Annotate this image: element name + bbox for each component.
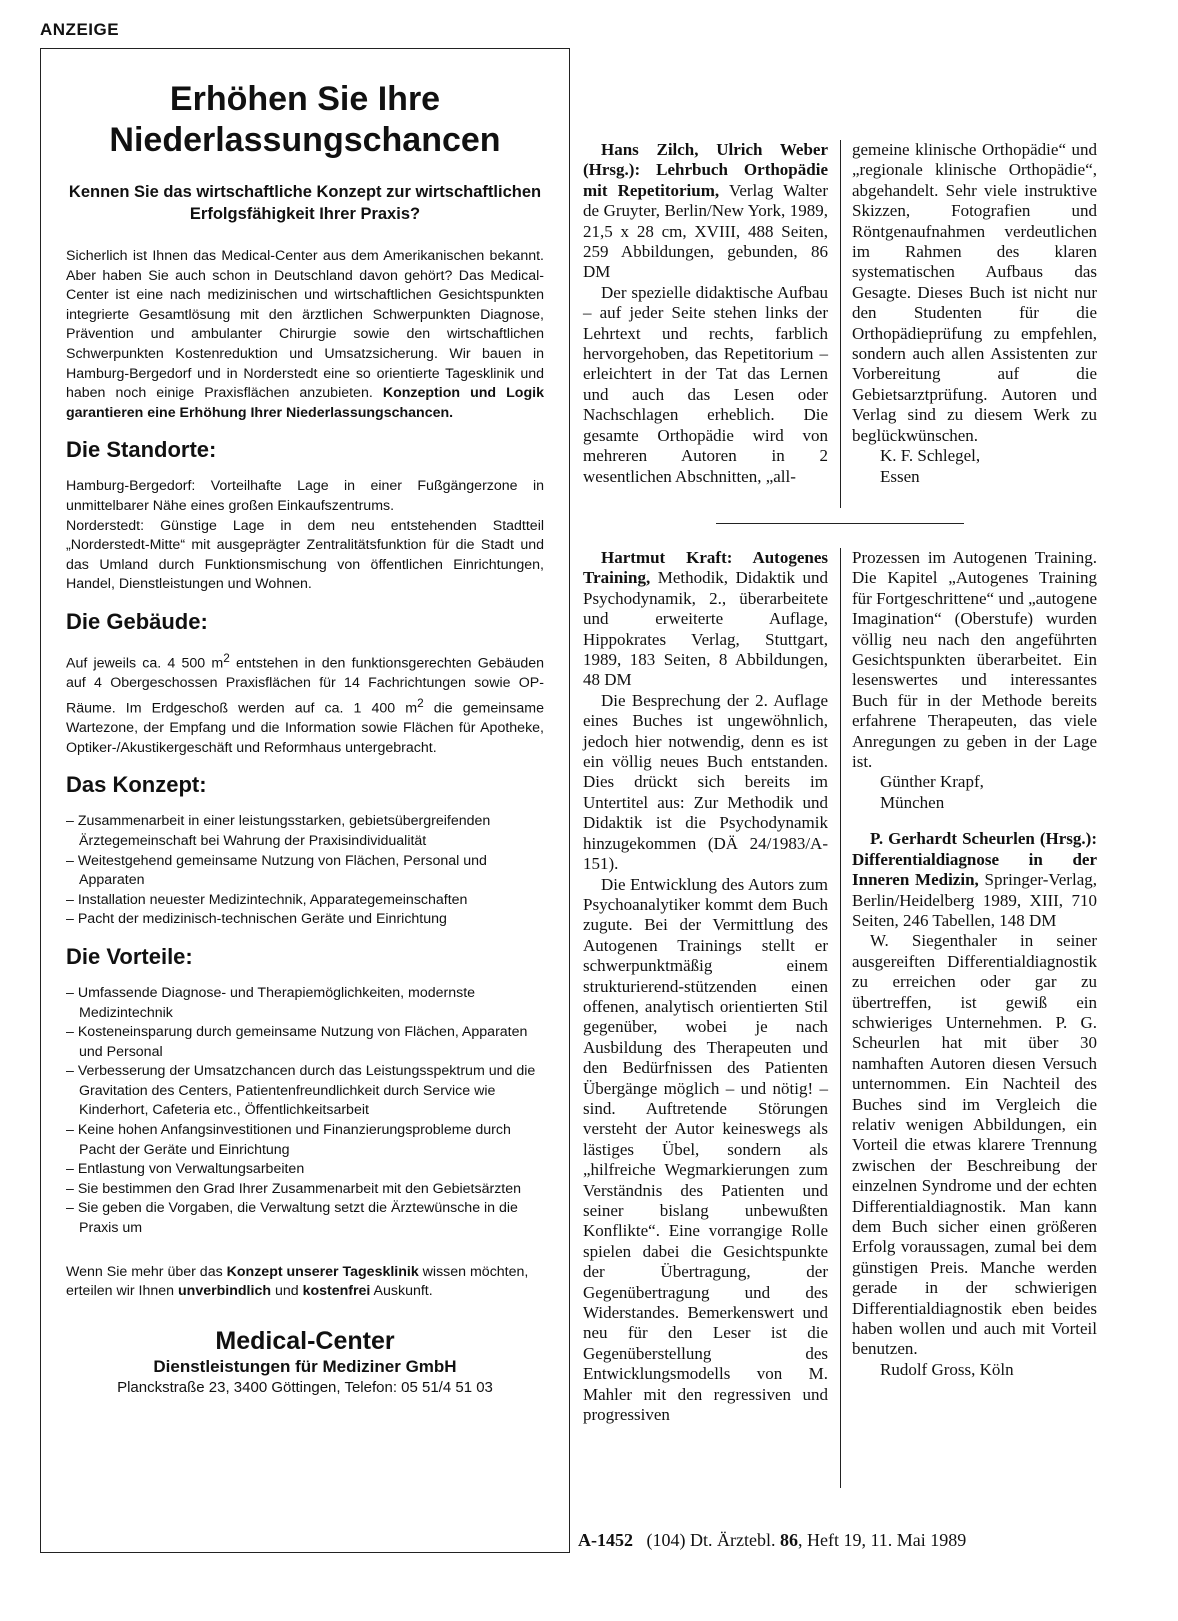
list-item: – Sie bestimmen den Grad Ihrer Zusammenarbeit mit den Gebietsärzten [66,1180,544,1200]
section-divider [716,523,964,524]
review2-col-left [583,548,828,1425]
list-item: – Sie geben die Vorgaben, die Verwaltung setzt die Ärztewünsche in die Praxis um [66,1199,544,1238]
review1-body-b: gemeine klinische Orthopädie“ und „regionale klinische Orthopädie“, abgehandelt. Sehr viele instruktive Skizzen, Fotografien und Röntgenaufnahmen verdeutlichen im Rahmen des klaren systematischen Aufbaus das Gesagte. Dieses Buch ist nicht nur den Studenten für die Orthopädieprüfung zu empfehlen, sondern auch allen Assistenten zur Vorbereitung auf die Gebietsarztprüfung. Autoren und Verlag sind zu diesem Werk zu beglückwünschen. [852,140,1097,445]
standorte-bergedorf: Hamburg-Bergedorf: Vorteilhafte Lage in einer Fußgängerzone in unmittelbarer Nähe eines großen Einkaufszentrums. [66,478,544,514]
heading-standorte: Die Standorte: [66,437,217,463]
review2-col-right [852,548,1097,1380]
list-item: – Verbesserung der Umsatzchancen durch das Leistungsspektrum und die Gravitation des Centers, Patientenfreundlichkeit durch Service wie Kinderhort, Cafeteria etc., Öffentlichkeitsarbeit [66,1062,544,1121]
column-divider [840,140,841,508]
review1-signature-city: Essen [880,466,920,486]
anzeige-label: ANZEIGE [40,20,120,39]
list-item: – Zusammenarbeit in einer leistungsstarken, gebietsübergreifenden Ärztegemeinschaft bei Wahrung der Praxisindividualität [66,812,544,851]
review2-heading: Hartmut Kraft: Autogenes Training, Methodik, Didaktik und Psychodynamik, 2., überarbeitete und erweiterte Auflage, Hippokrates Verlag, Stuttgart, 1989, 183 Seiten, 8 Abbildungen, 48 DM [583,548,828,690]
page-footer: A-1452 (104) Dt. Ärztebl. 86, Heft 19, 11. Mai 1989 [578,1530,967,1550]
list-item: – Weitestgehend gemeinsame Nutzung von Flächen, Personal und Apparaten [66,852,544,891]
company-name: Medical-Center [215,1326,395,1355]
ad-subtitle: Kennen Sie das wirtschaftliche Konzept zur wirtschaftlichen Erfolgsfähigkeit Ihrer Praxis? [68,183,542,223]
heading-konzept: Das Konzept: [66,772,207,798]
review3-heading: P. Gerhardt Scheurlen (Hrsg.): Differentialdiagnose in der Inneren Medizin, Springer-Verlag, Berlin/Heidelberg 1989, XIII, 710 Seiten, 246 Tabellen, 148 DM [852,829,1097,930]
ad-intro: Sicherlich ist Ihnen das Medical-Center aus dem Amerikanischen bekannt. Aber haben Sie auch schon in Deutschland davon gehört? Das Medical-Center ist eine nach medizinischen und wirtschaftlichen Gesichtspunkten integrierte Gesamtlösung mit den ärztlichen Schwerpunkten Diagnose, Prävention und ambulanter Chirurgie sowie den wirtschaftlichen Schwerpunkten Kostenreduktion und Umsatzsicherung. Wir bauen in Hamburg-Bergedorf und in Norderstedt eine so orientierte Tagesklinik und haben noch einige Praxisflächen anzubieten. Konzeption und Logik garantieren eine Erhöhung Ihrer Niederlassungschancen. [66,248,544,421]
ad-closing: Wenn Sie mehr über das Konzept unserer Tagesklinik wissen möchten, erteilen wir Ihnen unverbindlich und kostenfrei Auskunft. [66,1263,529,1300]
review1-col-left [583,140,828,487]
page-number: A-1452 [578,1530,633,1550]
review1-body-a: Der spezielle didaktische Aufbau – auf jeder Seite stehen links der Lehrtext und rechts, farblich hervorgehoben, das Repetitorium – erleichtert in der Tat das Lernen und auch das Lesen oder Nachschlagen erheblich. Die gesamte Orthopädie wird von mehreren Autoren in 2 wesentlichen Abschnitten, „all- [583,282,828,486]
review2-signature-name: Günther Krapf, [880,772,984,792]
review2-signature-city: München [880,792,945,812]
review1-col-right [852,140,1097,487]
konzept-list [66,812,544,930]
review3-body: W. Siegenthaler in seiner ausgereiften Differentialdiagnostik zu erreichen oder gar zu übertreffen, ist gewiß ein schwieriges Unternehmen. P. G. Scheurlen hat mit über 30 namhaften Autoren diesen Versuch unternommen. Ein Nachteil des Buches sind im Vergleich die relativ wenigen Abbildungen, ein Vorteil die etwas klarere Trennung zwischen der Beschreibung der einzelnen Syndrome und der echten Differentialdiagnostik. Man kann dem Buch sicher einen größeren Erfolg voraussagen, zumal bei dem günstigen Preis. Manche werden gerade in der schwierigen Differentialdiagnostik eben beides haben wollen und auch mit Vorteil benutzen. [852,931,1097,1359]
heading-gebaeude: Die Gebäude: [66,608,208,634]
company-address: Planckstraße 23, 3400 Göttingen, Telefon: 05 51/4 51 03 [117,1378,493,1396]
list-item: – Entlastung von Verwaltungsarbeiten [66,1160,544,1180]
advertisement-box [40,48,570,1553]
review3-signature: Rudolf Gross, Köln [880,1359,1014,1379]
standorte-norderstedt: Norderstedt: Günstige Lage in dem neu entstehenden Stadtteil „Norderstedt-Mitte“ mit ausgeprägter Zentralitätsfunktion für die Stadt und das Umland durch Funktionsmischung von öffentlichen Einrichtungen, Handel, Dienstleistungen und Wohnen. [66,517,544,593]
company-subtitle: Dienstleistungen für Mediziner GmbH [153,1356,457,1376]
list-item: – Keine hohen Anfangsinvestitionen und Finanzierungsprobleme durch Pacht der Geräte und Einrichtung [66,1121,544,1160]
review2-body-a2: Die Entwicklung des Autors zum Psychoanalytiker kommt dem Buch zugute. Bei der Vermittlung des Autogenen Trainings stellt er schwerpunktmäßig einem strukturierend-stützenden einen offenen, analytisch orientierten Stil gegenüber, wobei je nach Ausbildung des Therapeuten und den Bedürfnissen des Patienten Übergänge möglich – und nötig! – sind. Auftretende Störungen versteht der Autor keineswegs als lästiges Übel, sondern als „hilfreiche Wegmarkierungen zum Verständnis des Patienten und seiner bislang unbewußten Konflikte“. Eine vorrangige Rolle spielen dabei die Gesichtspunkte der Übertragung, der Gegenübertragung und des Widerstandes. Bemerkenswert und neu für den Leser ist die Gegenüberstellung des Entwicklungsmodells von M. Mahler mit den regressiven und progressiven [583,874,828,1425]
list-item: – Installation neuester Medizintechnik, Apparategemeinschaften [66,891,544,911]
list-item: – Kosteneinsparung durch gemeinsame Nutzung von Flächen, Apparaten und Personal [66,1023,544,1062]
company-block [66,1326,544,1398]
review1-heading: Hans Zilch, Ulrich Weber (Hrsg.): Lehrbuch Orthopädie mit Repetitorium, Verlag Walter de Gruyter, Berlin/New York, 1989, 21,5 x 28 cm, XVIII, 488 Seiten, 259 Abbildungen, gebunden, 86 DM [583,140,828,282]
heading-vorteile: Die Vorteile: [66,943,193,969]
review1-signature-name: K. F. Schlegel, [880,446,981,466]
review2-body-a1: Die Besprechung der 2. Auflage eines Buches ist ungewöhnlich, jedoch hier notwendig, denn es ist ein völlig neues Buch entstanden. Dies drückt sich bereits im Untertitel aus: Zur Methodik und Didaktik ist die Psychodynamik hinzugekommen (DÄ 24/1983/A-151). [583,690,828,874]
list-item: – Pacht der medizinisch-technischen Geräte und Einrichtung [66,910,544,930]
ad-title: Erhöhen Sie Ihre Niederlassungschancen [109,80,501,159]
gebaeude-text: Auf jeweils ca. 4 500 $m^2$ entstehen in den funktionsgerechten Gebäuden auf 4 Obergeschossen Praxisflächen für 14 Fachrichtungen sowie OP-Räume. Im Erdgeschoß werden auf ca. 1 400 $m^2$ die gemeinsame Wartezone, der Empfang und die Information sowie Flächen für Apotheke, Optiker-/Akustikergeschäft und Reformhaus untergebracht. [66,650,544,756]
list-item: – Umfassende Diagnose- und Therapiemöglichkeiten, modernste Medizintechnik [66,984,544,1023]
column-divider [840,548,841,1488]
vorteile-list [66,984,544,1239]
review2-body-b: Prozessen im Autogenen Training. Die Kapitel „Autogenes Training für Fortgeschrittene“ und „autogene Imagination“ (Oberstufe) wurden völlig neu nach den angeführten Gesichtspunkten überarbeitet. Ein lesenswertes und interessantes Buch für in der Methode bereits erfahrene Therapeuten, das viele Anregungen zu geben in der Lage ist. [852,548,1097,772]
